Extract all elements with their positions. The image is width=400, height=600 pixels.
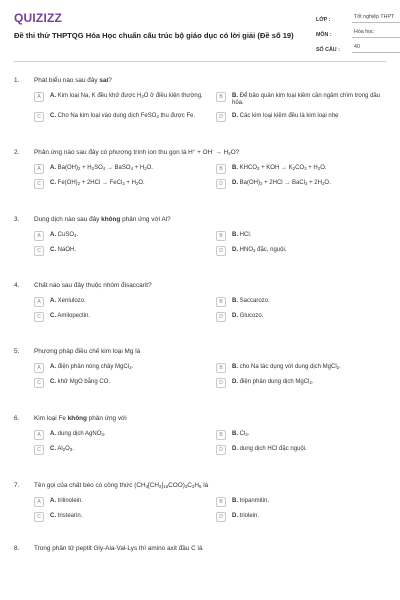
answer-option-c[interactable] [34,246,204,256]
answer-option-b[interactable] [216,497,386,507]
answer-option-d[interactable] [216,312,386,322]
question-6 [14,412,386,455]
option-text: D. $Ba(OH)_2 + 2HCl$ → BaCl$_2$ + $2H_2O$. [232,180,331,187]
question-stem [14,74,386,86]
option-text: B. $KHCO_3$ + KOH → $K_2CO_3 + H_2O$. [232,165,327,172]
option-text: D. điện phân dung dịch MgCl$_2$. [232,379,314,386]
option-letter-badge[interactable]: D [216,378,226,388]
question-text: Dung dịch nào sau đây không phản ứng với Al? [34,215,171,223]
option-text: D. triolein. [232,513,260,520]
question-stem [14,279,386,291]
question-stem [14,542,386,554]
question-number: 2. [14,148,20,156]
answer-option-a[interactable] [34,363,204,373]
option-letter-badge[interactable]: C [34,312,44,322]
option-text: C. khử MgO bằng CO. [50,379,111,386]
option-text: C. NaOH. [50,247,77,254]
answer-option-a[interactable] [34,297,204,307]
option-letter-badge[interactable]: A [34,92,44,102]
question-text: Phản ứng nào sau đây có phương trình ion thu gọn là $H^+ + OH^- \to H_2O$? [34,148,240,157]
answer-options [14,297,386,322]
option-letter-badge[interactable]: C [34,512,44,522]
option-text: C. $Al_2O_3$. [50,446,74,453]
option-text: A. dung dịch AgNO$_3$. [50,431,106,438]
question-number: 4. [14,281,20,289]
meta-count-value: 40 [352,44,400,53]
question-text: Phát biểu nào sau đây sai? [34,76,112,84]
option-text: A. CuSO$_4$. [50,232,79,239]
option-letter-badge[interactable]: B [216,297,226,307]
option-text: D. dung dịch HCl đặc nguội. [232,446,307,453]
answer-option-c[interactable] [34,445,204,455]
option-text: C. $Fe(OH)_2 + 2HCl$ → FeCl$_2$ + $H_2O$. [50,180,145,187]
option-text: D. $HNO_3$ đặc, nguội. [232,247,287,254]
option-text: A. trilinolein. [50,498,84,505]
meta-class [316,10,400,23]
answer-option-d[interactable] [216,246,386,256]
answer-option-b[interactable] [216,430,386,440]
answer-option-d[interactable] [216,179,386,189]
question-1 [14,74,386,122]
option-letter-badge[interactable]: B [216,231,226,241]
answer-option-c[interactable] [34,112,204,122]
option-letter-badge[interactable]: C [34,246,44,256]
question-4 [14,279,386,322]
answer-option-a[interactable] [34,92,204,107]
answer-option-a[interactable] [34,231,204,241]
meta-subject-label: MÔN : [316,32,332,38]
exam-header [14,0,395,62]
question-text: Chất nào sau đây thuộc nhóm đisaccarit? [34,281,152,289]
question-text: Phương pháp điều chế kim loại Mg là [34,347,141,355]
option-letter-badge[interactable]: A [34,363,44,373]
question-text: Trong phân tử peptit Gly-Ala-Val-Lys thì amino axit đầu C là [34,544,203,552]
question-7 [14,479,386,522]
meta-class-value: Tốt nghiệp THPT [352,14,400,23]
question-3 [14,213,386,256]
question-stem [14,146,386,158]
option-letter-badge[interactable]: D [216,179,226,189]
option-letter-badge[interactable]: A [34,297,44,307]
answer-option-d[interactable] [216,378,386,388]
option-text: A. Xenlulozo. [50,298,86,305]
option-letter-badge[interactable]: B [216,430,226,440]
option-letter-badge[interactable]: D [216,445,226,455]
answer-option-c[interactable] [34,512,204,522]
question-number: 8. [14,544,20,552]
question-5 [14,345,386,388]
question-number: 5. [14,347,20,355]
option-text: B. cho Na tác dụng với dung dịch MgCl$_2$. [232,364,341,371]
question-stem [14,412,386,424]
answer-option-b[interactable] [216,92,386,107]
meta-count-label: SỐ CÂU : [316,47,340,53]
meta-subject-value: Hóa học [352,29,400,38]
question-2 [14,146,386,189]
option-text: A. điện phân nóng chảy MgCl$_2$. [50,364,134,371]
exam-title: Đề thi thử THPTQG Hóa Học chuẩn cấu trúc bộ giáo dục có lời giải (Đề số 19) [14,31,294,40]
question-stem [14,345,386,357]
option-letter-badge[interactable]: C [34,112,44,122]
option-letter-badge[interactable]: A [34,497,44,507]
answer-option-d[interactable] [216,445,386,455]
option-letter-badge[interactable]: C [34,445,44,455]
option-text: C. Cho Na kim loại vào dung dịch FeSO$_4$ thu được Fe. [50,113,196,120]
option-text: A. Kim loại Na, K đều khử được $H_2O$ ở điều kiện thường. [50,93,203,99]
question-8 [14,542,386,554]
question-stem [14,479,386,491]
option-text: A. $Ba(OH)_2 + H_2SO_4$ → BaSO$_4$ + $H_2O$. [50,165,153,172]
meta-class-label: LỚP : [316,17,331,23]
option-text: B. HCl. [232,232,252,239]
option-text: B. tripanmitin. [232,498,270,505]
answer-option-b[interactable] [216,297,386,307]
option-letter-badge[interactable]: B [216,92,226,102]
option-letter-badge[interactable]: D [216,512,226,522]
answer-option-c[interactable] [34,378,204,388]
answer-option-a[interactable] [34,497,204,507]
option-text: B. $Cl_2$. [232,431,250,438]
option-text: C. Amilopectin. [50,313,91,320]
exam-meta [316,10,400,55]
option-text: D. Các kim loại kiềm đều là kim loại nhẹ [232,113,339,120]
answer-options [14,231,386,256]
option-text: C. tristearin. [50,513,83,520]
answer-options [14,164,386,189]
question-number: 1. [14,76,20,84]
answer-options [14,430,386,455]
option-letter-badge[interactable]: A [34,430,44,440]
option-letter-badge[interactable]: D [216,112,226,122]
answer-options [14,363,386,388]
answer-options [14,497,386,522]
answer-options [14,92,386,122]
option-letter-badge[interactable]: B [216,164,226,174]
answer-option-d[interactable] [216,512,386,522]
question-number: 7. [14,481,20,489]
answer-option-b[interactable] [216,363,386,373]
question-list [14,74,386,554]
answer-option-c[interactable] [34,179,204,189]
quizizz-logo: QUIZIZZ [14,11,63,25]
meta-subject [316,25,400,38]
question-number: 3. [14,215,20,223]
option-letter-badge[interactable]: A [34,231,44,241]
question-text: Kim loại Fe không phản ứng với [34,414,127,422]
option-letter-badge[interactable]: D [216,246,226,256]
option-letter-badge[interactable]: B [216,497,226,507]
answer-option-b[interactable] [216,231,386,241]
question-stem [14,213,386,225]
option-letter-badge[interactable]: C [34,179,44,189]
option-text: B. Để bảo quản kim loại kiềm cần ngâm chìm trong dầu hỏa. [232,93,381,107]
answer-option-c[interactable] [34,312,204,322]
answer-option-b[interactable] [216,164,386,174]
option-letter-badge[interactable]: D [216,312,226,322]
meta-count [316,40,400,53]
option-text: D. Glucozo. [232,313,264,320]
question-number: 6. [14,414,20,422]
answer-option-d[interactable] [216,112,386,122]
answer-option-a[interactable] [34,430,204,440]
option-text: B. Saccarozo. [232,298,270,305]
option-letter-badge[interactable]: A [34,164,44,174]
option-letter-badge[interactable]: C [34,378,44,388]
answer-option-a[interactable] [34,164,204,174]
question-text: Tên gọi của chất béo có công thức $(CH_3[CH_2]_{16}COO)_3C_3H_5$ là [34,481,209,489]
option-letter-badge[interactable]: B [216,363,226,373]
